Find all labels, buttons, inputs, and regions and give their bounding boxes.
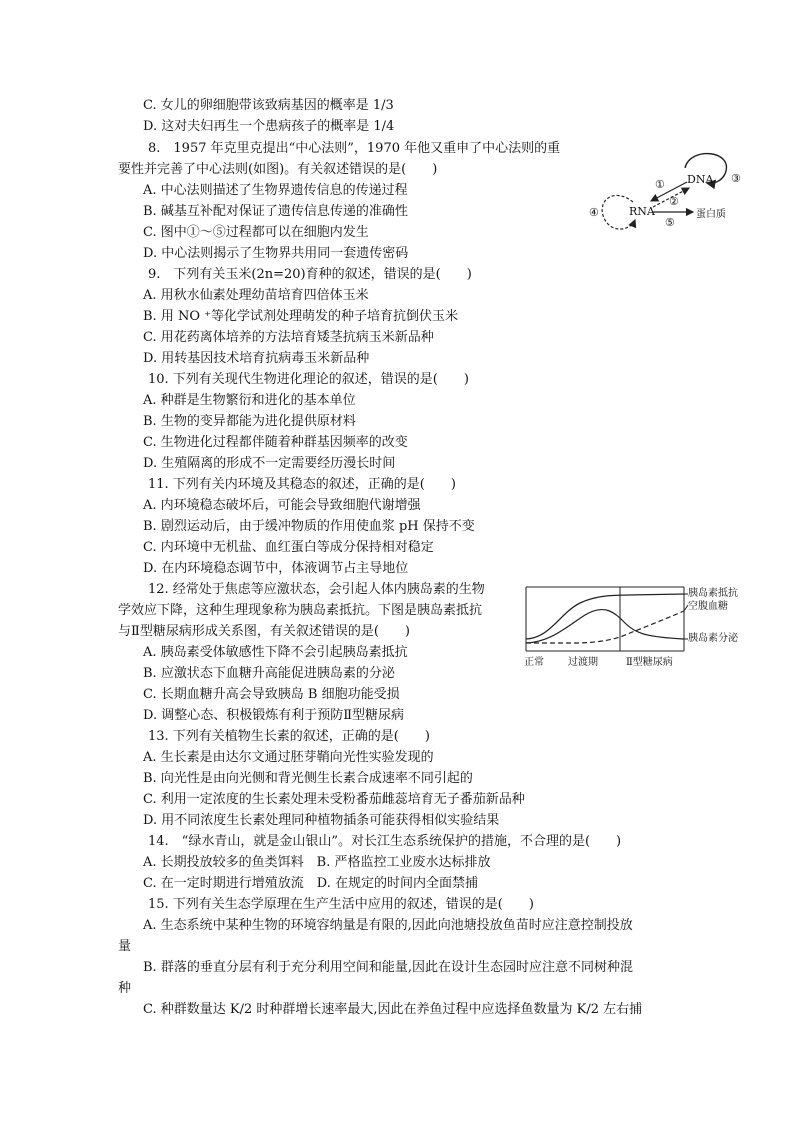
dna-label: DNA bbox=[687, 173, 714, 186]
option-9d: D. 用转基因技术培育抗病毒玉米新品种 bbox=[143, 351, 370, 366]
option-9a: A. 用秋水仙素处理幼苗培育四倍体玉米 bbox=[143, 288, 369, 303]
stage-transition-label: 过渡期 bbox=[568, 657, 598, 668]
option-13b: B. 向光性是由向光侧和背光侧生长素合成速率不同引起的 bbox=[143, 771, 473, 786]
step-4-label: ④ bbox=[589, 206, 599, 219]
fasting-glucose-curve bbox=[526, 611, 684, 643]
option-15a: A. 生态系统中某种生物的环境容纳量是有限的,因此向池塘投放鱼苗时应注意控制投放 bbox=[143, 918, 633, 933]
question-12-stem: 12. 经常处于焦虑等应激状态，会引起人体内胰岛素的生物 bbox=[148, 582, 485, 597]
option-14cd: C. 在一定时期进行增殖放流 D. 在规定的时间内全面禁捕 bbox=[143, 876, 478, 891]
option-12a: A. 胰岛素受体敏感性下降不会引起胰岛素抵抗 bbox=[143, 645, 408, 660]
option-8b: B. 碱基互补配对保证了遗传信息传递的准确性 bbox=[143, 204, 408, 219]
protein-label: 蛋白质 bbox=[696, 209, 726, 220]
question-8-stem: 8. 1957 年克里克提出“中心法则”，1970 年他又重申了中心法则的重 bbox=[148, 141, 561, 156]
option-13a: A. 生长素是由达尔文通过胚芽鞘向光性实验发现的 bbox=[143, 750, 434, 765]
question-11-stem: 11. 下列有关内环境及其稳态的叙述，正确的是( ) bbox=[148, 477, 456, 492]
stage-diabetes-label: Ⅱ型糖尿病 bbox=[626, 657, 673, 668]
rna-label: RNA bbox=[629, 205, 655, 218]
question-15-stem: 15. 下列有关生态学原理在生产生活中应用的叙述，错误的是( ) bbox=[148, 897, 534, 912]
option-7d: D. 这对夫妇再生一个患病孩子的概率是 1/4 bbox=[143, 119, 395, 134]
option-10a: A. 种群是生物繁衍和进化的基本单位 bbox=[143, 393, 356, 408]
option-12b: B. 应激状态下血糖升高能促进胰岛素的分泌 bbox=[143, 666, 395, 681]
option-8c: C. 图中①～⑤过程都可以在细胞内发生 bbox=[143, 225, 369, 240]
option-11d: D. 在内环境稳态调节中，体液调节占主导地位 bbox=[143, 561, 409, 576]
insulin-resistance-curve bbox=[526, 594, 684, 639]
step-5-label: ⑤ bbox=[665, 216, 675, 229]
option-11b: B. 剧烈运动后，由于缓冲物质的作用使血浆 pH 保持不变 bbox=[143, 519, 475, 534]
option-9b: B. 用 NO ⁺等化学试剂处理萌发的种子培育抗倒伏玉米 bbox=[143, 309, 458, 324]
question-13-stem: 13. 下列有关植物生长素的叙述，正确的是( ) bbox=[148, 729, 430, 744]
central-dogma-diagram bbox=[585, 150, 750, 235]
question-9-stem: 9. 下列有关玉米(2n=20)育种的叙述，错误的是( ) bbox=[148, 267, 472, 282]
option-13c: C. 利用一定浓度的生长素处理未受粉番茄雌蕊培育无子番茄新品种 bbox=[143, 792, 525, 807]
option-11a: A. 内环境稳态破坏后，可能会导致细胞代谢增强 bbox=[143, 498, 421, 513]
option-13d: D. 用不同浓度生长素处理同种植物插条可能获得相似实验结果 bbox=[143, 813, 500, 828]
option-14ab: A. 长期投放较多的鱼类饵料 B. 严格监控工业废水达标排放 bbox=[143, 855, 491, 870]
option-12c: C. 长期血糖升高会导致胰岛 B 细胞功能受损 bbox=[143, 687, 400, 702]
question-12-stem-cont: 学效应下降，这种生理现象称为胰岛素抵抗。下图是胰岛素抵抗 bbox=[118, 603, 483, 618]
option-9c: C. 用花药离体培养的方法培育矮茎抗病玉米新品种 bbox=[143, 330, 434, 345]
option-8a: A. 中心法则描述了生物界遗传信息的传递过程 bbox=[143, 183, 408, 198]
insulin-resistance-graph bbox=[520, 583, 750, 675]
legend-insulin-resistance: 胰岛素抵抗 bbox=[688, 588, 738, 599]
question-10-stem: 10. 下列有关现代生物进化理论的叙述，错误的是( ) bbox=[148, 372, 469, 387]
option-15c: C. 种群数量达 K/2 时种群增长速率最大,因此在养鱼过程中应选择鱼数量为 K/2 左右捕 bbox=[143, 1002, 643, 1017]
stage-normal-label: 正常 bbox=[524, 657, 544, 668]
question-8-stem-cont: 要性并完善了中心法则(如图)。有关叙述错误的是( ) bbox=[118, 162, 438, 177]
option-15b: B. 群落的垂直分层有利于充分利用空间和能量,因此在设计生态园时应注意不同树种混 bbox=[143, 960, 633, 975]
question-12-stem-cont2: 与Ⅱ型糖尿病形成关系图，有关叙述错误的是( ) bbox=[118, 624, 410, 639]
option-15b-cont: 种 bbox=[118, 981, 132, 996]
option-12d: D. 调整心态、积极锻炼有利于预防Ⅱ型糖尿病 bbox=[143, 708, 405, 723]
option-15a-cont: 量 bbox=[118, 939, 132, 954]
option-10c: C. 生物进化过程都伴随着种群基因频率的改变 bbox=[143, 435, 408, 450]
option-11c: C. 内环境中无机盐、血红蛋白等成分保持相对稳定 bbox=[143, 540, 434, 555]
step-3-label: ③ bbox=[731, 172, 741, 185]
question-14-stem: 14. “绿水青山，就是金山银山”。对长江生态系统保护的措施，不合理的是( ) bbox=[148, 834, 622, 849]
legend-fasting-glucose: 空腹血糖 bbox=[688, 601, 728, 612]
legend-insulin-secretion: 胰岛素分泌 bbox=[688, 633, 738, 644]
option-10d: D. 生殖隔离的形成不一定需要经历漫长时间 bbox=[143, 456, 396, 471]
option-7c: C. 女儿的卵细胞带该致病基因的概率是 1/3 bbox=[143, 98, 394, 113]
option-8d: D. 中心法则揭示了生物界共用同一套遗传密码 bbox=[143, 246, 409, 261]
step-1-label: ① bbox=[655, 178, 665, 191]
step-2-label: ② bbox=[669, 195, 679, 208]
option-10b: B. 生物的变异都能为进化提供原材料 bbox=[143, 414, 356, 429]
insulin-secretion-curve bbox=[526, 610, 684, 643]
